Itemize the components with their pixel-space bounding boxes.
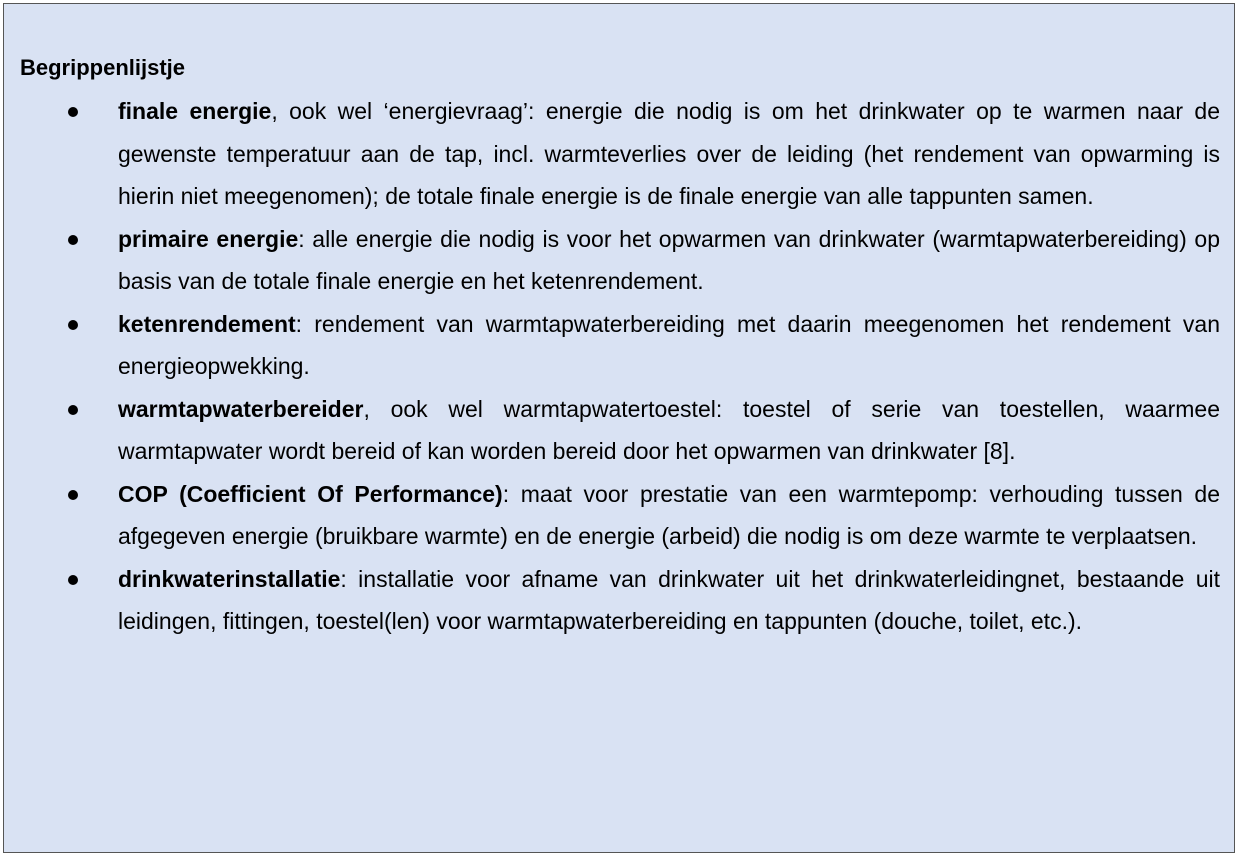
bullet-icon bbox=[68, 575, 78, 585]
term: warmtapwaterbereider bbox=[118, 395, 364, 422]
definition: : maat voor prestatie van een warmtepomp: verhouding tussen de afgegeven energie (bruikbare warmte) en de energie (arbeid) die nodig is om deze warmte te verplaatsen. bbox=[118, 480, 1221, 549]
definition: : installatie voor afname van drinkwater uit het drinkwaterleidingnet, bestaande uit leidingen, fittingen, toestel(len) voor warmtapwaterbereiding en tappunten (douche, toilet, etc.). bbox=[118, 565, 1220, 634]
definition: , ook wel warmtapwatertoestel: toestel of serie van toestellen, waarmee warmtapwater wordt bereid of kan worden bereid door het opwarmen van drinkwater [8]. bbox=[118, 395, 1220, 464]
definition: : rendement van warmtapwaterbereiding met daarin meegenomen het rendement van energieopwekking. bbox=[118, 310, 1220, 379]
term: COP (Coefficient Of Performance) bbox=[118, 480, 503, 507]
term: drinkwaterinstallatie bbox=[118, 565, 341, 592]
list-item bbox=[4, 558, 1234, 643]
list-item bbox=[4, 218, 1234, 303]
list-item bbox=[4, 388, 1234, 473]
list-item bbox=[4, 473, 1234, 558]
glossary-title: Begrippenlijstje bbox=[20, 55, 186, 80]
term: ketenrendement bbox=[118, 310, 296, 337]
definition: , ook wel ‘energievraag’: energie die nodig is om het drinkwater op te warmen naar de gewenste temperatuur aan de tap, incl. warmteverlies over de leiding (het rendement van opwarming is hierin niet meegenomen); de totale finale energie is de finale energie van alle tappunten samen. bbox=[118, 98, 1220, 209]
bullet-icon bbox=[68, 235, 78, 245]
bullet-icon bbox=[68, 490, 78, 500]
term: primaire energie bbox=[118, 225, 299, 252]
bullet-icon bbox=[68, 320, 78, 330]
bullet-icon bbox=[68, 405, 78, 415]
definition: : alle energie die nodig is voor het opwarmen van drinkwater (warmtapwaterbereiding) op basis van de totale finale energie en het ketenrendement. bbox=[118, 225, 1220, 294]
list-item bbox=[4, 303, 1234, 388]
glossary-box bbox=[3, 3, 1235, 853]
glossary-list bbox=[4, 90, 1234, 643]
bullet-icon bbox=[68, 107, 78, 117]
term: finale energie bbox=[118, 98, 272, 124]
list-item bbox=[4, 90, 1234, 218]
